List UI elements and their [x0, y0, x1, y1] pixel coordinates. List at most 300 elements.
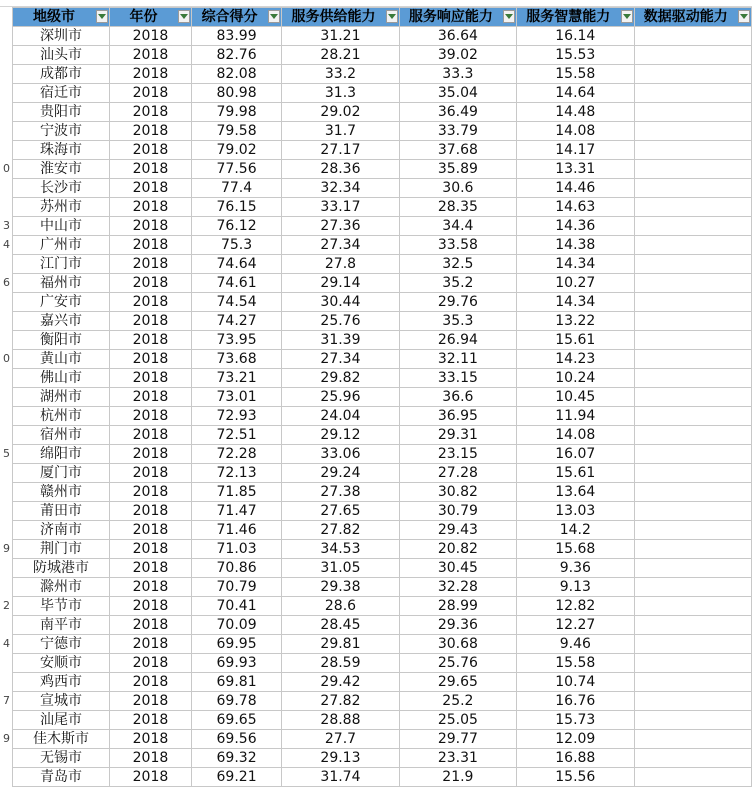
table-cell[interactable]: 29.81 [282, 635, 399, 654]
table-cell[interactable]: 14.2 [517, 521, 634, 540]
table-cell[interactable]: 30.68 [399, 635, 516, 654]
table-cell[interactable] [634, 84, 751, 103]
row-number[interactable] [0, 254, 10, 273]
table-cell[interactable]: 29.38 [282, 578, 399, 597]
table-cell[interactable]: 滁州市 [13, 578, 110, 597]
table-cell[interactable]: 安顺市 [13, 654, 110, 673]
table-cell[interactable]: 无锡市 [13, 749, 110, 768]
table-cell[interactable]: 2018 [110, 312, 192, 331]
table-cell[interactable]: 2018 [110, 293, 192, 312]
table-cell[interactable]: 21.9 [399, 768, 516, 787]
table-cell[interactable]: 33.58 [399, 236, 516, 255]
row-number[interactable] [0, 7, 10, 26]
row-number[interactable] [0, 311, 10, 330]
row-number[interactable]: 4 [3, 238, 10, 251]
table-cell[interactable] [634, 65, 751, 84]
table-cell[interactable] [634, 274, 751, 293]
table-cell[interactable]: 2018 [110, 179, 192, 198]
table-cell[interactable]: 长沙市 [13, 179, 110, 198]
table-cell[interactable]: 71.03 [191, 540, 281, 559]
table-cell[interactable]: 14.17 [517, 141, 634, 160]
table-cell[interactable]: 32.5 [399, 255, 516, 274]
table-cell[interactable]: 27.82 [282, 692, 399, 711]
table-cell[interactable]: 71.47 [191, 502, 281, 521]
table-cell[interactable]: 29.14 [282, 274, 399, 293]
table-cell[interactable]: 14.36 [517, 217, 634, 236]
table-cell[interactable]: 14.08 [517, 426, 634, 445]
table-cell[interactable]: 厦门市 [13, 464, 110, 483]
table-cell[interactable] [634, 635, 751, 654]
table-cell[interactable]: 73.68 [191, 350, 281, 369]
row-number[interactable] [0, 197, 10, 216]
table-cell[interactable] [634, 673, 751, 692]
table-cell[interactable]: 2018 [110, 407, 192, 426]
table-cell[interactable]: 2018 [110, 27, 192, 46]
table-cell[interactable]: 2018 [110, 350, 192, 369]
table-cell[interactable]: 25.96 [282, 388, 399, 407]
table-cell[interactable]: 15.53 [517, 46, 634, 65]
table-cell[interactable] [634, 578, 751, 597]
table-cell[interactable]: 汕头市 [13, 46, 110, 65]
table-cell[interactable]: 贵阳市 [13, 103, 110, 122]
table-cell[interactable] [634, 730, 751, 749]
table-cell[interactable]: 11.94 [517, 407, 634, 426]
table-cell[interactable]: 39.02 [399, 46, 516, 65]
table-cell[interactable]: 13.31 [517, 160, 634, 179]
table-cell[interactable]: 30.45 [399, 559, 516, 578]
table-cell[interactable]: 29.31 [399, 426, 516, 445]
table-cell[interactable]: 赣州市 [13, 483, 110, 502]
table-cell[interactable]: 28.99 [399, 597, 516, 616]
table-cell[interactable]: 14.34 [517, 293, 634, 312]
table-cell[interactable]: 23.15 [399, 445, 516, 464]
row-number[interactable] [0, 45, 10, 64]
table-cell[interactable]: 佛山市 [13, 369, 110, 388]
table-cell[interactable]: 2018 [110, 749, 192, 768]
table-cell[interactable]: 深圳市 [13, 27, 110, 46]
table-cell[interactable]: 36.6 [399, 388, 516, 407]
table-cell[interactable]: 12.09 [517, 730, 634, 749]
row-number[interactable]: 7 [3, 694, 10, 707]
row-number[interactable] [0, 140, 10, 159]
table-cell[interactable]: 36.64 [399, 27, 516, 46]
table-cell[interactable]: 29.82 [282, 369, 399, 388]
table-cell[interactable]: 青岛市 [13, 768, 110, 787]
table-cell[interactable]: 69.32 [191, 749, 281, 768]
table-cell[interactable]: 33.2 [282, 65, 399, 84]
column-header-1[interactable] [110, 8, 192, 27]
row-number[interactable] [0, 406, 10, 425]
table-cell[interactable]: 2018 [110, 578, 192, 597]
row-number[interactable] [0, 577, 10, 596]
table-cell[interactable]: 72.93 [191, 407, 281, 426]
table-cell[interactable]: 佳木斯市 [13, 730, 110, 749]
table-cell[interactable]: 2018 [110, 388, 192, 407]
table-cell[interactable]: 27.36 [282, 217, 399, 236]
table-cell[interactable]: 2018 [110, 236, 192, 255]
row-number[interactable] [0, 767, 10, 786]
table-cell[interactable]: 莆田市 [13, 502, 110, 521]
table-cell[interactable]: 30.44 [282, 293, 399, 312]
table-cell[interactable]: 73.01 [191, 388, 281, 407]
table-cell[interactable]: 23.31 [399, 749, 516, 768]
table-cell[interactable]: 25.2 [399, 692, 516, 711]
table-cell[interactable]: 杭州市 [13, 407, 110, 426]
table-cell[interactable]: 33.79 [399, 122, 516, 141]
row-number[interactable] [0, 64, 10, 83]
row-number[interactable] [0, 710, 10, 729]
table-cell[interactable]: 30.82 [399, 483, 516, 502]
table-cell[interactable]: 15.58 [517, 65, 634, 84]
table-cell[interactable]: 9.13 [517, 578, 634, 597]
table-cell[interactable]: 31.3 [282, 84, 399, 103]
table-cell[interactable]: 35.2 [399, 274, 516, 293]
row-number[interactable] [0, 387, 10, 406]
table-cell[interactable]: 69.95 [191, 635, 281, 654]
table-cell[interactable]: 72.51 [191, 426, 281, 445]
table-cell[interactable] [634, 502, 751, 521]
filter-dropdown-icon[interactable] [503, 10, 515, 23]
table-cell[interactable]: 36.95 [399, 407, 516, 426]
table-cell[interactable]: 2018 [110, 635, 192, 654]
table-cell[interactable]: 20.82 [399, 540, 516, 559]
row-number[interactable] [0, 83, 10, 102]
table-cell[interactable]: 2018 [110, 445, 192, 464]
table-cell[interactable]: 72.28 [191, 445, 281, 464]
table-cell[interactable]: 28.88 [282, 711, 399, 730]
table-cell[interactable]: 29.43 [399, 521, 516, 540]
table-cell[interactable]: 30.6 [399, 179, 516, 198]
table-cell[interactable]: 宿州市 [13, 426, 110, 445]
table-cell[interactable]: 13.64 [517, 483, 634, 502]
row-number[interactable] [0, 501, 10, 520]
table-cell[interactable]: 31.39 [282, 331, 399, 350]
row-number-gutter[interactable] [0, 7, 10, 781]
table-cell[interactable] [634, 255, 751, 274]
table-cell[interactable] [634, 616, 751, 635]
table-cell[interactable]: 13.03 [517, 502, 634, 521]
table-cell[interactable]: 湖州市 [13, 388, 110, 407]
table-cell[interactable]: 32.28 [399, 578, 516, 597]
row-number[interactable] [0, 558, 10, 577]
table-cell[interactable]: 14.64 [517, 84, 634, 103]
table-cell[interactable]: 25.76 [399, 654, 516, 673]
table-cell[interactable]: 2018 [110, 217, 192, 236]
table-cell[interactable]: 汕尾市 [13, 711, 110, 730]
table-cell[interactable]: 27.8 [282, 255, 399, 274]
table-cell[interactable] [634, 293, 751, 312]
table-cell[interactable]: 嘉兴市 [13, 312, 110, 331]
table-cell[interactable]: 80.98 [191, 84, 281, 103]
table-cell[interactable]: 34.4 [399, 217, 516, 236]
table-cell[interactable]: 70.41 [191, 597, 281, 616]
table-cell[interactable]: 15.68 [517, 540, 634, 559]
table-cell[interactable]: 37.68 [399, 141, 516, 160]
table-cell[interactable]: 9.36 [517, 559, 634, 578]
table-cell[interactable]: 77.4 [191, 179, 281, 198]
table-cell[interactable]: 70.86 [191, 559, 281, 578]
table-cell[interactable]: 15.56 [517, 768, 634, 787]
table-cell[interactable]: 79.98 [191, 103, 281, 122]
table-cell[interactable] [634, 521, 751, 540]
table-cell[interactable] [634, 540, 751, 559]
table-cell[interactable]: 2018 [110, 84, 192, 103]
table-cell[interactable]: 33.06 [282, 445, 399, 464]
table-cell[interactable]: 77.56 [191, 160, 281, 179]
table-cell[interactable]: 75.3 [191, 236, 281, 255]
row-number[interactable] [0, 482, 10, 501]
table-cell[interactable]: 25.05 [399, 711, 516, 730]
table-cell[interactable]: 15.61 [517, 464, 634, 483]
row-number[interactable] [0, 520, 10, 539]
table-cell[interactable] [634, 464, 751, 483]
table-cell[interactable]: 成都市 [13, 65, 110, 84]
table-cell[interactable]: 2018 [110, 673, 192, 692]
table-cell[interactable]: 宁波市 [13, 122, 110, 141]
table-cell[interactable]: 35.04 [399, 84, 516, 103]
table-cell[interactable]: 2018 [110, 46, 192, 65]
table-cell[interactable] [634, 27, 751, 46]
filter-dropdown-icon[interactable] [268, 10, 280, 23]
table-cell[interactable] [634, 236, 751, 255]
table-cell[interactable]: 淮安市 [13, 160, 110, 179]
table-cell[interactable]: 69.65 [191, 711, 281, 730]
table-cell[interactable]: 14.08 [517, 122, 634, 141]
table-cell[interactable]: 2018 [110, 616, 192, 635]
row-number[interactable] [0, 292, 10, 311]
table-cell[interactable]: 33.15 [399, 369, 516, 388]
table-cell[interactable]: 16.88 [517, 749, 634, 768]
table-cell[interactable]: 24.04 [282, 407, 399, 426]
column-header-2[interactable] [191, 8, 281, 27]
table-cell[interactable]: 69.21 [191, 768, 281, 787]
column-header-4[interactable] [399, 8, 516, 27]
table-cell[interactable]: 29.42 [282, 673, 399, 692]
column-header-3[interactable] [282, 8, 399, 27]
row-number[interactable]: 6 [3, 276, 10, 289]
table-cell[interactable]: 28.45 [282, 616, 399, 635]
table-cell[interactable]: 15.58 [517, 654, 634, 673]
table-cell[interactable]: 69.81 [191, 673, 281, 692]
table-cell[interactable] [634, 426, 751, 445]
table-cell[interactable]: 29.13 [282, 749, 399, 768]
table-cell[interactable]: 70.09 [191, 616, 281, 635]
table-cell[interactable]: 江门市 [13, 255, 110, 274]
table-cell[interactable]: 2018 [110, 255, 192, 274]
table-cell[interactable] [634, 217, 751, 236]
table-cell[interactable]: 2018 [110, 426, 192, 445]
table-cell[interactable]: 74.61 [191, 274, 281, 293]
table-cell[interactable] [634, 749, 751, 768]
table-cell[interactable]: 中山市 [13, 217, 110, 236]
table-cell[interactable]: 29.76 [399, 293, 516, 312]
filter-dropdown-icon[interactable] [96, 10, 108, 23]
table-cell[interactable] [634, 654, 751, 673]
table-cell[interactable]: 30.79 [399, 502, 516, 521]
table-cell[interactable]: 36.49 [399, 103, 516, 122]
table-cell[interactable]: 14.63 [517, 198, 634, 217]
table-cell[interactable]: 76.12 [191, 217, 281, 236]
table-cell[interactable]: 74.54 [191, 293, 281, 312]
table-cell[interactable]: 2018 [110, 464, 192, 483]
table-cell[interactable]: 72.13 [191, 464, 281, 483]
table-cell[interactable]: 2018 [110, 559, 192, 578]
table-cell[interactable]: 25.76 [282, 312, 399, 331]
filter-dropdown-icon[interactable] [738, 10, 750, 23]
table-cell[interactable]: 16.76 [517, 692, 634, 711]
table-cell[interactable]: 广安市 [13, 293, 110, 312]
row-number[interactable]: 5 [3, 447, 10, 460]
table-cell[interactable]: 34.53 [282, 540, 399, 559]
table-cell[interactable] [634, 46, 751, 65]
table-cell[interactable]: 14.48 [517, 103, 634, 122]
table-cell[interactable]: 宣城市 [13, 692, 110, 711]
table-cell[interactable] [634, 711, 751, 730]
table-cell[interactable] [634, 160, 751, 179]
table-cell[interactable]: 33.3 [399, 65, 516, 84]
table-cell[interactable]: 福州市 [13, 274, 110, 293]
table-cell[interactable]: 2018 [110, 692, 192, 711]
table-cell[interactable]: 2018 [110, 654, 192, 673]
column-header-6[interactable] [634, 8, 751, 27]
table-cell[interactable]: 毕节市 [13, 597, 110, 616]
table-cell[interactable]: 宿迁市 [13, 84, 110, 103]
table-cell[interactable] [634, 483, 751, 502]
filter-dropdown-icon[interactable] [178, 10, 190, 23]
table-cell[interactable]: 29.36 [399, 616, 516, 635]
table-cell[interactable]: 2018 [110, 274, 192, 293]
table-cell[interactable]: 荆门市 [13, 540, 110, 559]
table-cell[interactable]: 16.07 [517, 445, 634, 464]
table-cell[interactable]: 衡阳市 [13, 331, 110, 350]
row-number[interactable]: 4 [3, 637, 10, 650]
table-cell[interactable]: 2018 [110, 331, 192, 350]
row-number[interactable] [0, 653, 10, 672]
table-cell[interactable]: 济南市 [13, 521, 110, 540]
table-cell[interactable]: 27.82 [282, 521, 399, 540]
table-cell[interactable]: 31.74 [282, 768, 399, 787]
filter-dropdown-icon[interactable] [386, 10, 398, 23]
table-cell[interactable] [634, 141, 751, 160]
table-cell[interactable]: 74.27 [191, 312, 281, 331]
table-cell[interactable]: 2018 [110, 483, 192, 502]
table-cell[interactable] [634, 350, 751, 369]
table-cell[interactable]: 珠海市 [13, 141, 110, 160]
table-cell[interactable]: 35.89 [399, 160, 516, 179]
row-number[interactable] [0, 463, 10, 482]
table-cell[interactable]: 27.34 [282, 350, 399, 369]
table-cell[interactable]: 27.7 [282, 730, 399, 749]
table-cell[interactable]: 10.24 [517, 369, 634, 388]
table-cell[interactable]: 14.23 [517, 350, 634, 369]
table-cell[interactable]: 12.27 [517, 616, 634, 635]
row-number[interactable]: 9 [3, 732, 10, 745]
table-cell[interactable]: 黄山市 [13, 350, 110, 369]
table-cell[interactable] [634, 122, 751, 141]
table-cell[interactable] [634, 559, 751, 578]
row-number[interactable] [0, 425, 10, 444]
row-number[interactable]: 2 [3, 599, 10, 612]
table-cell[interactable]: 32.11 [399, 350, 516, 369]
column-header-0[interactable] [13, 8, 110, 27]
table-cell[interactable]: 2018 [110, 768, 192, 787]
row-number[interactable]: 0 [3, 352, 10, 365]
table-cell[interactable]: 69.93 [191, 654, 281, 673]
table-cell[interactable] [634, 597, 751, 616]
table-cell[interactable]: 29.02 [282, 103, 399, 122]
table-cell[interactable]: 绵阳市 [13, 445, 110, 464]
table-cell[interactable]: 28.59 [282, 654, 399, 673]
table-cell[interactable]: 73.21 [191, 369, 281, 388]
table-cell[interactable]: 27.28 [399, 464, 516, 483]
row-number[interactable] [0, 102, 10, 121]
table-cell[interactable]: 29.12 [282, 426, 399, 445]
table-cell[interactable]: 29.65 [399, 673, 516, 692]
table-cell[interactable]: 70.79 [191, 578, 281, 597]
row-number[interactable]: 3 [3, 219, 10, 232]
row-number[interactable] [0, 672, 10, 691]
table-cell[interactable]: 82.08 [191, 65, 281, 84]
table-cell[interactable]: 2018 [110, 369, 192, 388]
table-cell[interactable]: 31.21 [282, 27, 399, 46]
table-cell[interactable]: 29.77 [399, 730, 516, 749]
row-number[interactable]: 9 [3, 542, 10, 555]
table-cell[interactable]: 鸡西市 [13, 673, 110, 692]
table-cell[interactable] [634, 388, 751, 407]
table-cell[interactable]: 2018 [110, 730, 192, 749]
table-cell[interactable]: 9.46 [517, 635, 634, 654]
table-cell[interactable]: 32.34 [282, 179, 399, 198]
table-cell[interactable]: 31.05 [282, 559, 399, 578]
table-cell[interactable]: 2018 [110, 65, 192, 84]
row-number[interactable] [0, 178, 10, 197]
table-cell[interactable]: 71.46 [191, 521, 281, 540]
table-cell[interactable]: 31.7 [282, 122, 399, 141]
table-cell[interactable]: 宁德市 [13, 635, 110, 654]
table-cell[interactable]: 83.99 [191, 27, 281, 46]
table-cell[interactable]: 苏州市 [13, 198, 110, 217]
table-cell[interactable]: 28.36 [282, 160, 399, 179]
table-cell[interactable]: 71.85 [191, 483, 281, 502]
table-cell[interactable]: 2018 [110, 521, 192, 540]
table-cell[interactable]: 35.3 [399, 312, 516, 331]
row-number[interactable] [0, 26, 10, 45]
table-cell[interactable]: 27.17 [282, 141, 399, 160]
row-number[interactable] [0, 615, 10, 634]
table-cell[interactable]: 12.82 [517, 597, 634, 616]
row-number[interactable] [0, 368, 10, 387]
table-cell[interactable]: 2018 [110, 160, 192, 179]
table-cell[interactable]: 2018 [110, 103, 192, 122]
filter-dropdown-icon[interactable] [621, 10, 633, 23]
table-cell[interactable]: 76.15 [191, 198, 281, 217]
table-cell[interactable] [634, 445, 751, 464]
table-cell[interactable]: 33.17 [282, 198, 399, 217]
table-cell[interactable]: 27.34 [282, 236, 399, 255]
table-cell[interactable] [634, 692, 751, 711]
table-cell[interactable]: 2018 [110, 711, 192, 730]
table-cell[interactable] [634, 198, 751, 217]
table-cell[interactable]: 南平市 [13, 616, 110, 635]
table-cell[interactable]: 14.34 [517, 255, 634, 274]
table-cell[interactable]: 14.38 [517, 236, 634, 255]
table-cell[interactable]: 69.78 [191, 692, 281, 711]
table-cell[interactable]: 2018 [110, 198, 192, 217]
table-cell[interactable]: 29.24 [282, 464, 399, 483]
table-cell[interactable]: 防城港市 [13, 559, 110, 578]
table-cell[interactable]: 2018 [110, 597, 192, 616]
table-cell[interactable]: 16.14 [517, 27, 634, 46]
